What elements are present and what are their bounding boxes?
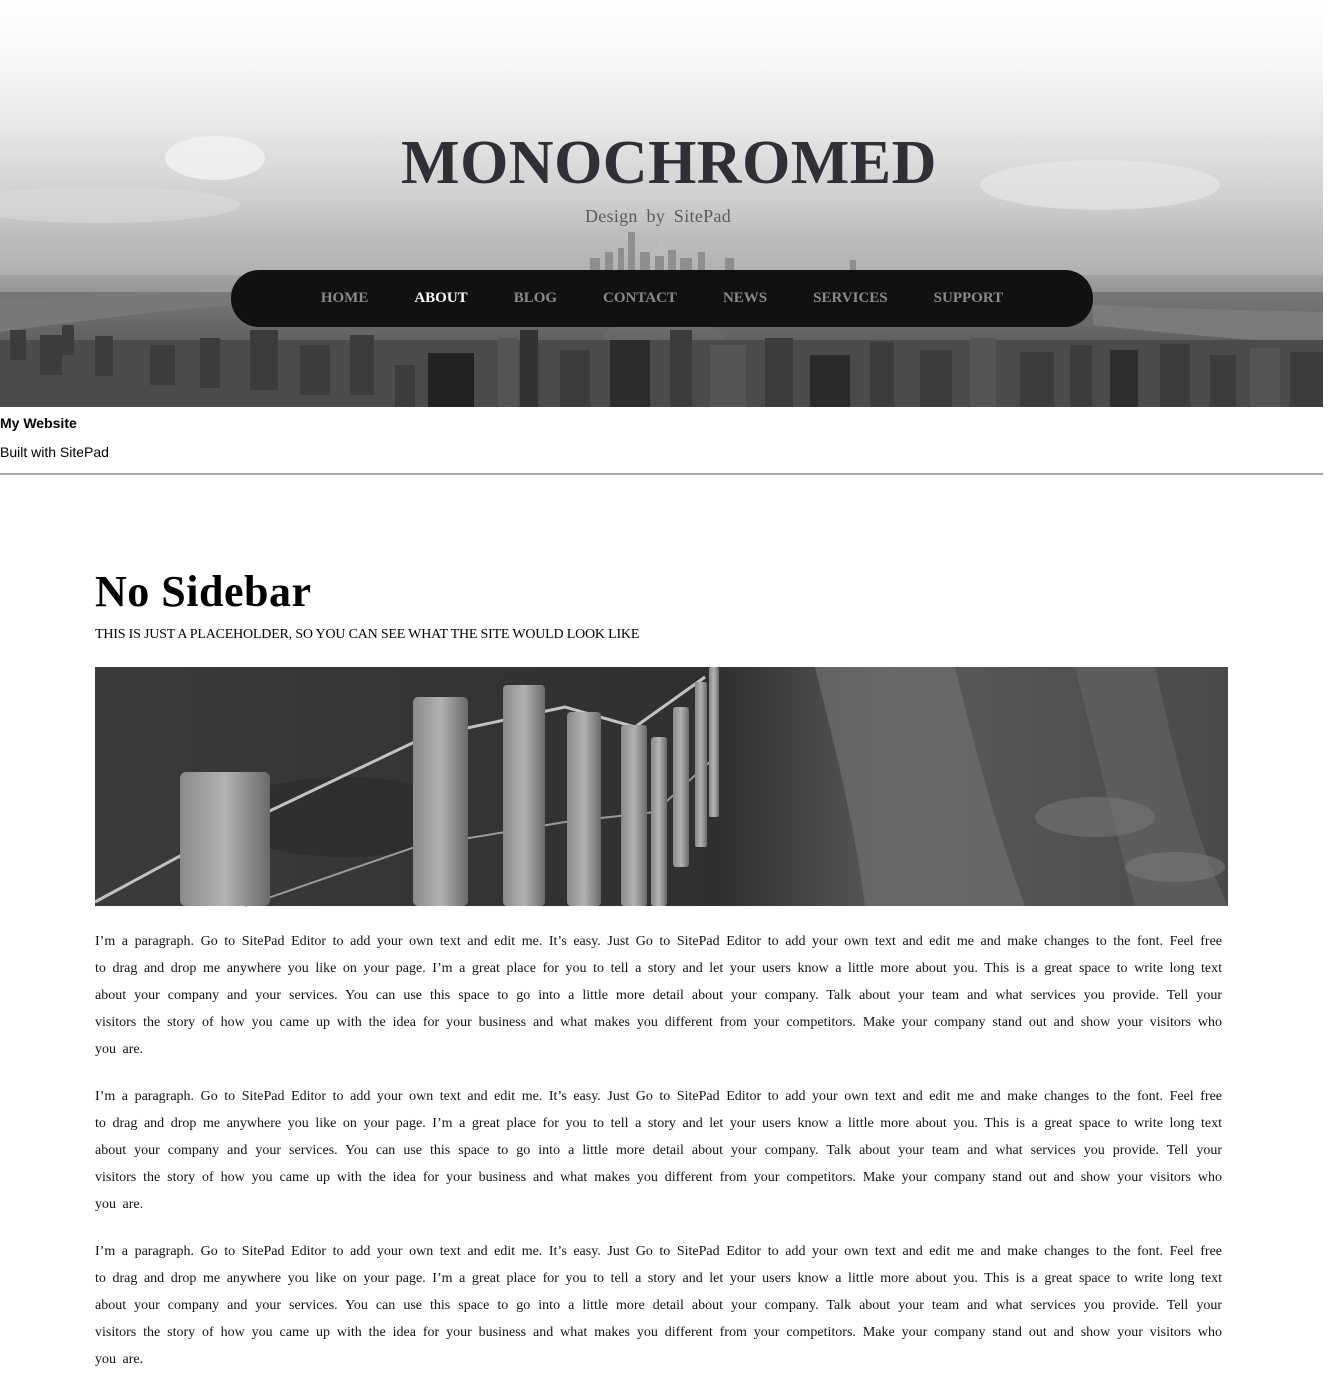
header-divider (0, 473, 1323, 475)
site-tagline: Design by SitePad (584, 206, 732, 226)
nav-item-support[interactable]: SUPPORT (933, 290, 1004, 306)
nav-item-blog[interactable]: BLOG (513, 290, 558, 306)
city-skyline-background (0, 0, 1323, 407)
paragraph: I’m a paragraph. Go to SitePad Editor to add your own text and edit me. It’s easy. Just Go to SitePad Editor to add your own text and edit me and make changes to the font. Feel free to drag and drop me anywhere you like on your page. I’m a great place for you to tell a story and let your users know a little more about you. This is a great space to write long text about your company and your services. You can use this space to go into a little more detail about your company. Talk about your team and what services you provide. Tell your visitors the story of how you came up with the idea for your business and what makes you different from your competitors. Make your company stand out and show your visitors who you are. (95, 1089, 1222, 1212)
paragraph: I’m a paragraph. Go to SitePad Editor to add your own text and edit me. It’s easy. Just Go to SitePad Editor to add your own text and edit me and make changes to the font. Feel free to drag and drop me anywhere you like on your page. I’m a great place for you to tell a story and let your users know a little more about you. This is a great space to write long text about your company and your services. You can use this space to go into a little more detail about your company. Talk about your team and what services you provide. Tell your visitors the story of how you came up with the idea for your business and what makes you different from your competitors. Make your company stand out and show your visitors who you are. (95, 1244, 1222, 1367)
main-navigation (231, 270, 1093, 327)
page-title: No Sidebar (95, 567, 312, 616)
site-title: MONOCHROMED (401, 129, 937, 197)
site-description: Built with SitePad (0, 444, 109, 460)
hero-header (0, 0, 1323, 407)
site-name-link[interactable]: My Website (0, 415, 77, 431)
article-body (95, 928, 1222, 1393)
nav-item-news[interactable]: NEWS (722, 290, 768, 306)
nav-item-services[interactable]: SERVICES (813, 290, 888, 306)
nav-item-home[interactable]: HOME (320, 290, 369, 306)
fence-landscape-image (95, 667, 1228, 906)
nav-item-contact[interactable]: CONTACT (603, 290, 677, 306)
paragraph: I’m a paragraph. Go to SitePad Editor to add your own text and edit me. It’s easy. Just Go to SitePad Editor to add your own text and edit me and make changes to the font. Feel free to drag and drop me anywhere you like on your page. I’m a great place for you to tell a story and let your users know a little more about you. This is a great space to write long text about your company and your services. You can use this space to go into a little more detail about your company. Talk about your team and what services you provide. Tell your visitors the story of how you came up with the idea for your business and what makes you different from your competitors. Make your company stand out and show your visitors who you are. (95, 934, 1222, 1057)
nav-item-about[interactable]: ABOUT (414, 290, 468, 306)
page-subtitle: THIS IS JUST A PLACEHOLDER, SO YOU CAN SEE WHAT THE SITE WOULD LOOK LIKE (95, 627, 640, 642)
